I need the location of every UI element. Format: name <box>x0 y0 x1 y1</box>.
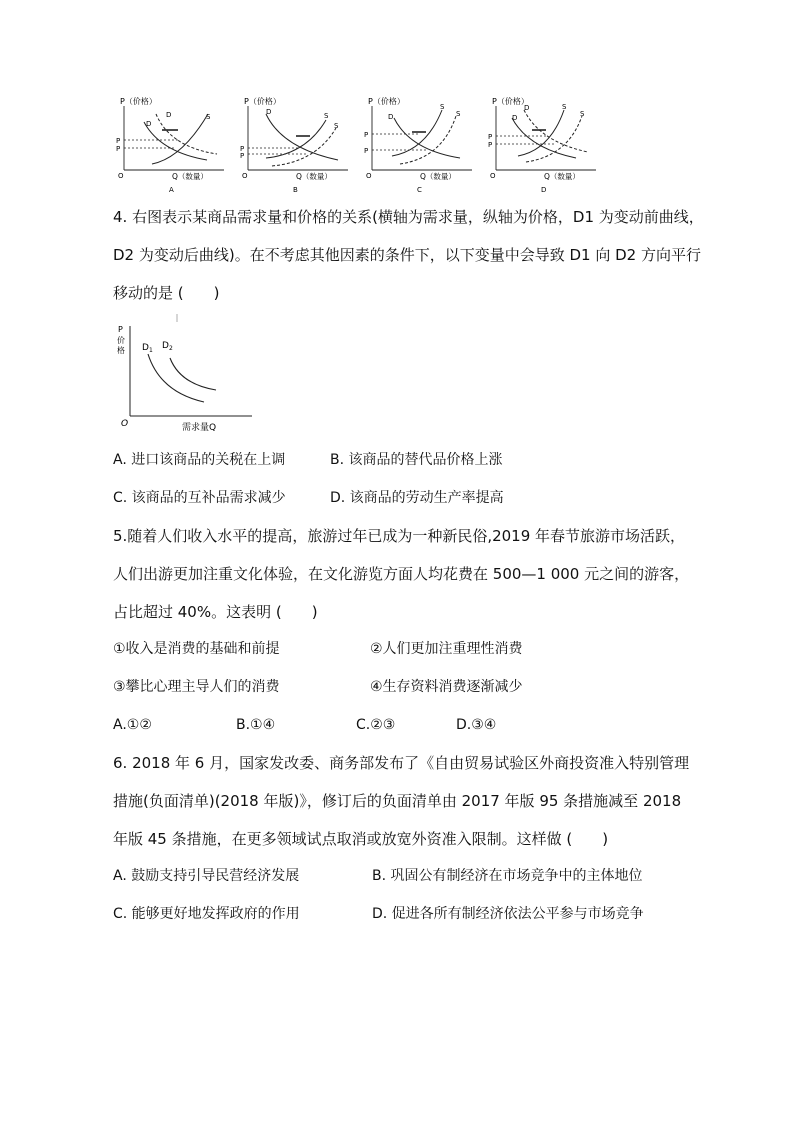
q5-stem-line-1: 5.随着人们收入水平的提高，旅游过年已成为一种新民俗,2019 年春节旅游市场活跃， <box>113 527 686 545</box>
q5-stem-line-3: 占比超过 40%。这表明 ( ) <box>113 603 318 621</box>
p-axis-label: P（价格） <box>120 97 157 106</box>
price-label: P <box>240 145 245 153</box>
demand-label: D <box>266 108 272 116</box>
y-axis-label-char: 价 <box>117 336 125 345</box>
q4-stem-line-1: 4. 右图表示某商品需求量和价格的关系(横轴为需求量，纵轴为价格，D1 为变动前曲线， <box>113 208 704 226</box>
q4-option-d: D. 该商品的劳动生产率提高 <box>330 490 504 506</box>
price-label: P <box>240 152 245 160</box>
q4-stem-line-3: 移动的是 ( ) <box>113 284 220 302</box>
demand-label: D <box>146 120 152 128</box>
supply-label: S <box>334 122 339 130</box>
p-axis-label: P（价格） <box>244 97 281 106</box>
origin-label: O <box>242 172 248 180</box>
demand-label: D <box>512 114 518 122</box>
y-axis-label-char: 格 <box>117 346 125 355</box>
p-axis-label: P <box>118 325 123 334</box>
q5-statement-3: ③攀比心理主导人们的消费 <box>113 679 280 695</box>
p-axis-label: P（价格） <box>368 97 405 106</box>
q4-option-a: A. 进口该商品的关税在上调 <box>113 452 286 468</box>
panel-letter: A <box>169 186 174 194</box>
q4-stem-line-2: D2 为变动后曲线)。在不考虑其他因素的条件下，以下变量中会导致 D1 向 D2 方向平行 <box>113 246 701 264</box>
q5-option-b: B.①④ <box>236 717 276 733</box>
diagram-d <box>484 92 604 194</box>
q-axis-label: Q（数量） <box>420 172 456 181</box>
origin-label: O <box>490 172 496 180</box>
q-axis-label: Q（数量） <box>296 172 332 181</box>
q6-option-b: B. 巩固公有制经济在市场竞争中的主体地位 <box>372 868 643 884</box>
supply-label: S <box>324 112 329 120</box>
q-axis-label: Q（数量） <box>172 172 208 181</box>
q6-option-a: A. 鼓励支持引导民营经济发展 <box>113 868 300 884</box>
price-label: P <box>488 141 493 149</box>
price-label: P <box>364 131 369 139</box>
q5-option-c: C.②③ <box>356 717 396 733</box>
supply-label: S <box>580 110 585 118</box>
d1-label: $D_1$ <box>142 343 153 354</box>
q5-stem-line-2: 人们出游更加注重文化体验，在文化游览方面人均花费在 500—1 000 元之间的游客， <box>113 565 690 583</box>
price-label: P <box>116 145 121 153</box>
q6-option-c: C. 能够更好地发挥政府的作用 <box>113 906 300 922</box>
panel-letter: B <box>293 186 298 194</box>
q5-statement-2: ②人们更加注重理性消费 <box>370 641 523 657</box>
q5-option-d: D.③④ <box>456 717 497 733</box>
diagram-a <box>112 92 232 194</box>
origin-label: O <box>366 172 372 180</box>
x-axis-label: 需求量Q <box>182 423 217 433</box>
q6-stem-line-3: 年版 45 条措施，在更多领域试点取消或放宽外资准入限制。这样做 ( ) <box>113 830 609 848</box>
price-label: P <box>364 147 369 155</box>
panel-letter: D <box>541 186 547 194</box>
q6-option-d: D. 促进各所有制经济依法公平参与市场竞争 <box>372 906 644 922</box>
supply-label: S <box>456 110 461 118</box>
demand-label: D <box>524 104 530 112</box>
price-label: P <box>488 133 493 141</box>
origin-label: O <box>118 172 124 180</box>
supply-label: S <box>440 103 445 111</box>
supply-label: S <box>206 113 211 121</box>
p-axis-label: P（价格） <box>492 97 529 106</box>
q4-option-b: B. 该商品的替代品价格上涨 <box>330 452 503 468</box>
origin-label: O <box>121 419 129 429</box>
demand-label: D <box>388 113 394 121</box>
q-axis-label: Q（数量） <box>544 172 580 181</box>
q6-stem-line-2: 措施(负面清单)(2018 年版)》，修订后的负面清单由 2017 年版 95 条措施减至 2018 <box>113 792 682 810</box>
diagram-c <box>360 92 480 194</box>
d2-label: $D_2$ <box>162 341 173 352</box>
supply-label: S <box>562 103 567 111</box>
price-label: P <box>116 137 121 145</box>
q5-statement-1: ①收入是消费的基础和前提 <box>113 641 280 657</box>
panel-letter: C <box>417 186 422 194</box>
demand-label: D <box>166 111 172 119</box>
demand-shift-figure <box>112 312 262 436</box>
diagram-b <box>236 92 356 194</box>
q5-statement-4: ④生存资料消费逐渐减少 <box>370 679 523 695</box>
q4-option-c: C. 该商品的互补品需求减少 <box>113 490 286 506</box>
q6-stem-line-1: 6. 2018 年 6 月，国家发改委、商务部发布了《自由贸易试验区外商投资准入特别管理 <box>113 754 690 772</box>
q5-option-a: A.①② <box>113 717 152 733</box>
